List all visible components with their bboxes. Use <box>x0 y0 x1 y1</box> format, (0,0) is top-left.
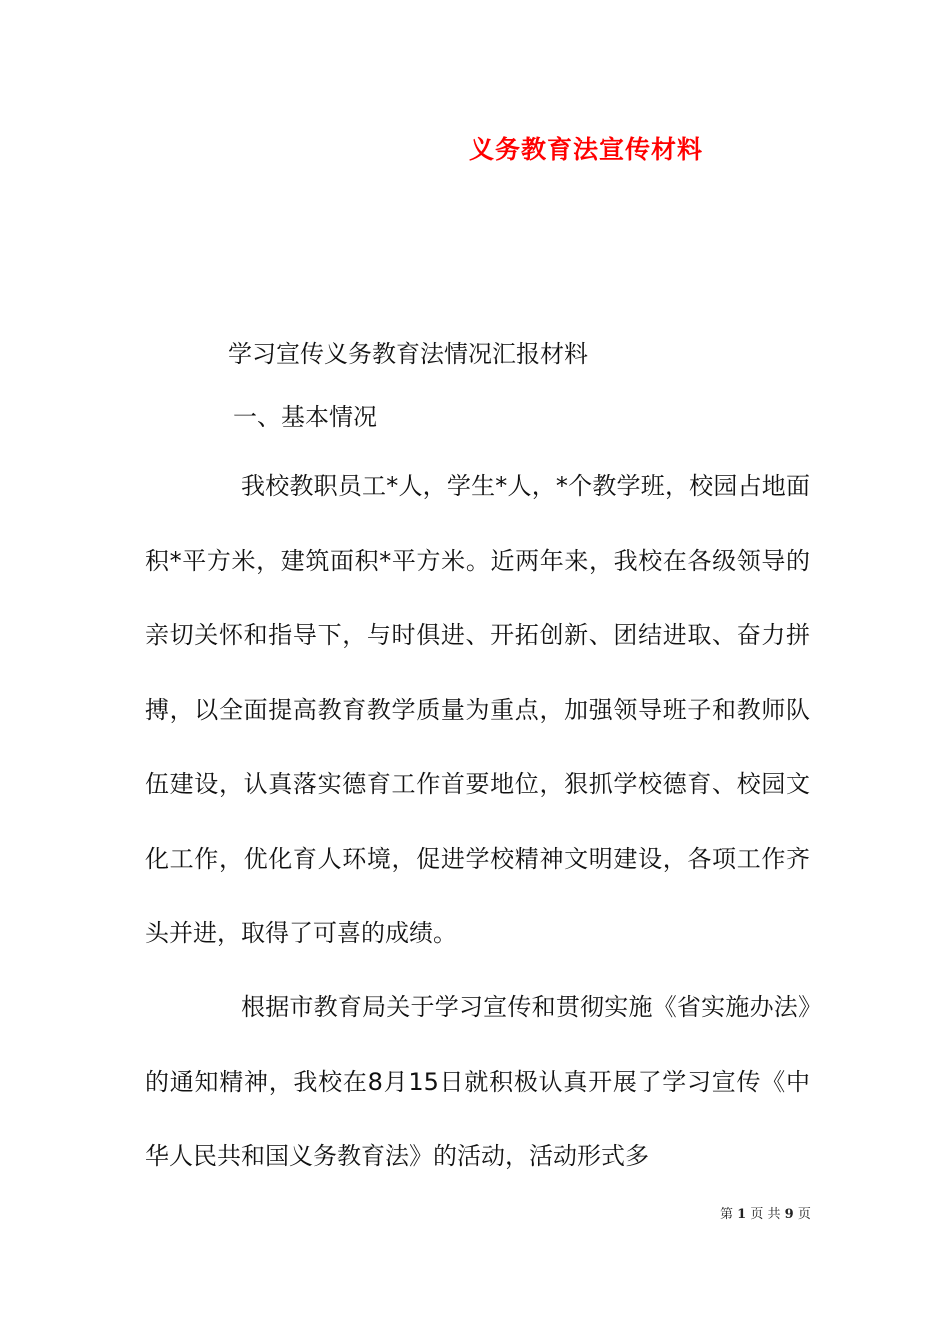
footer-current-page: 1 <box>737 1207 747 1222</box>
document-subtitle: 学习宣传义务教育法情况汇报材料 <box>228 340 588 368</box>
body-paragraph: 根据市教育局关于学习宣传和贯彻实施《省实施办法》的通知精神，我校在8月15日就积极认真开展了学习宣传《中华人民共和国义务教育法》的活动，活动形式多 <box>145 993 810 1170</box>
footer-total-pages: 9 <box>784 1207 794 1222</box>
footer-middle: 页 共 <box>750 1207 781 1222</box>
footer-prefix: 第 <box>720 1207 734 1222</box>
footer-suffix: 页 <box>797 1207 811 1222</box>
body-paragraph: 我校教职员工*人，学生*人，*个教学班，校园占地面积*平方米，建筑面积*平方米。近两年来，我校在各级领导的亲切关怀和指导下，与时俱进、开拓创新、团结进取、奋力拼搏，以全面提高教育教学质量为重点，加强领导班子和教师队伍建设，认真落实德育工作首要地位，狠抓学校德育、校园文化工作，优化育人环境，促进学校精神文明建设，各项工作齐头并进，取得了可喜的成绩。 <box>145 472 810 947</box>
page-footer <box>720 1203 811 1222</box>
section-heading: 一、基本情况 <box>233 403 377 431</box>
document-title: 义务教育法宣传材料 <box>469 135 704 164</box>
